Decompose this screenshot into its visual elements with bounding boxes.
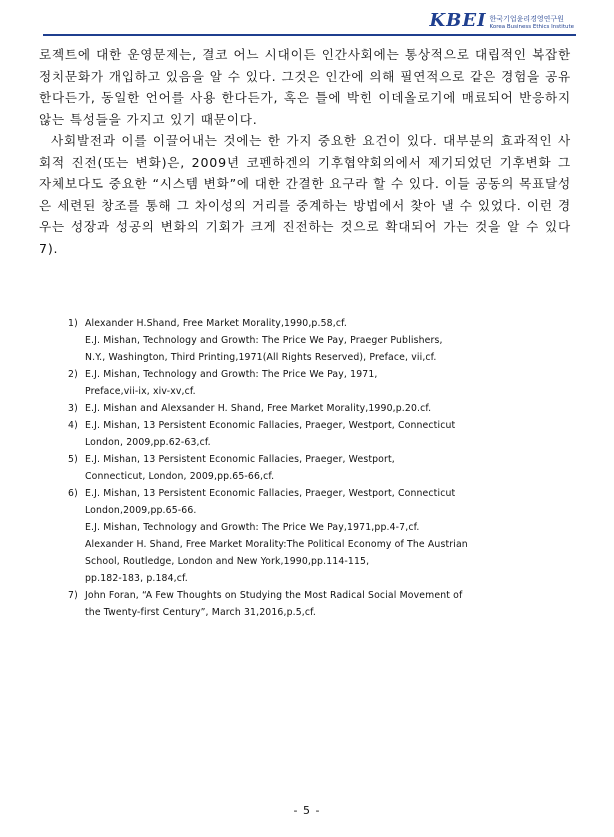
logo-text	[490, 16, 574, 31]
footnote-line: the Twenty-first Century”, March 31,2016,p.5,cf.	[85, 607, 317, 618]
footnote-line: School, Routledge, London and New York,1990,pp.114-115,	[85, 556, 370, 567]
footnote-line: pp.182-183, p.184,cf.	[85, 573, 188, 584]
header-rule	[43, 34, 576, 36]
footnote-number: 5)	[68, 454, 78, 465]
org-name-en: Korea Business Ethics Institute	[489, 23, 574, 30]
footnote-5	[68, 451, 568, 485]
footnote-line: E.J. Mishan, Technology and Growth: The Price We Pay, 1971,	[85, 369, 378, 380]
footnote-2	[68, 366, 568, 400]
footnote-4	[68, 417, 568, 451]
footnote-number: 3)	[68, 403, 78, 414]
org-name-ko: 한국기업윤리경영연구원	[489, 14, 564, 23]
footnote-number: 6)	[68, 488, 78, 499]
footnote-6	[68, 485, 568, 587]
footnote-line: E.J. Mishan, 13 Persistent Economic Fallacies, Praeger, Westport,	[85, 454, 395, 465]
footnote-line: Connecticut, London, 2009,pp.65-66,cf.	[85, 471, 275, 482]
footnote-line: London, 2009,pp.62-63,cf.	[85, 437, 211, 448]
footnote-line: E.J. Mishan, 13 Persistent Economic Fallacies, Praeger, Westport, Connecticut	[85, 420, 456, 431]
footnotes	[68, 315, 568, 621]
footnote-line: N.Y., Washington, Third Printing,1971(All Rights Reserved), Preface, vii,cf.	[85, 352, 437, 363]
footnote-3	[68, 400, 568, 417]
footnote-line: Alexander H. Shand, Free Market Morality:The Political Economy of The Austrian	[85, 539, 468, 550]
page-number: - 5 -	[293, 804, 321, 817]
footnote-line: London,2009,pp.65-66.	[85, 505, 197, 516]
paragraph: 사회발전과 이를 이끌어내는 것에는 한 가지 중요한 요건이 있다. 대부분의 효과적인 사회적 진전(또는 변화)은, 2009년 코펜하겐의 기후협약회의에서 제기되었던 기후변화 그 자체보다도 중요한 “시스템 변화”에 대한 간결한 요구라 할 수 있다. 이들 공동의 목표달성은 세련된 창조를 통해 그 차이성의 거리를 중계하는 방법에서 찾아 낼 수 있었다. 이런 경우는 성장과 성공의 변화의 기회가 크게 진전하는 것으로 확대되어 가는 것을 알 수 있다7).	[39, 133, 571, 256]
footnote-line: E.J. Mishan, 13 Persistent Economic Fallacies, Praeger, Westport, Connecticut	[85, 488, 456, 499]
footnote-number: 7)	[68, 590, 78, 601]
footnote-number: 1)	[68, 318, 78, 329]
paragraph: 로젝트에 대한 운영문제는, 결코 어느 시대이든 인간사회에는 통상적으로 대립적인 복잡한 정치문화가 개입하고 있음을 알 수 있다. 그것은 인간에 의해 필연적으로 같은 경험을 공유한다든가, 동일한 언어를 사용 한다든가, 혹은 틀에 박힌 이데올로기에 매료되어 반응하지 않는 특성들을 가지고 있기 때문이다.	[39, 47, 571, 127]
footnote-7	[68, 587, 568, 621]
header-logo	[430, 12, 574, 30]
logo-mark: KBEI	[429, 10, 487, 31]
footnote-line: E.J. Mishan, Technology and Growth: The Price We Pay, Praeger Publishers,	[85, 335, 443, 346]
body-text	[39, 44, 571, 259]
footnote-line: E.J. Mishan, Technology and Growth: The Price We Pay,1971,pp.4-7,cf.	[85, 522, 420, 533]
footnote-line: Alexander H.Shand, Free Market Morality,1990,p.58,cf.	[85, 318, 347, 329]
footnote-line: John Foran, “A Few Thoughts on Studying the Most Radical Social Movement of	[85, 590, 463, 601]
footnote-number: 2)	[68, 369, 78, 380]
footnote-line: Preface,vii-ix, xiv-xv,cf.	[85, 386, 196, 397]
footnote-number: 4)	[68, 420, 78, 431]
footnote-1	[68, 315, 568, 366]
footnote-line: E.J. Mishan and Alexsander H. Shand, Free Market Morality,1990,p.20.cf.	[85, 403, 432, 414]
